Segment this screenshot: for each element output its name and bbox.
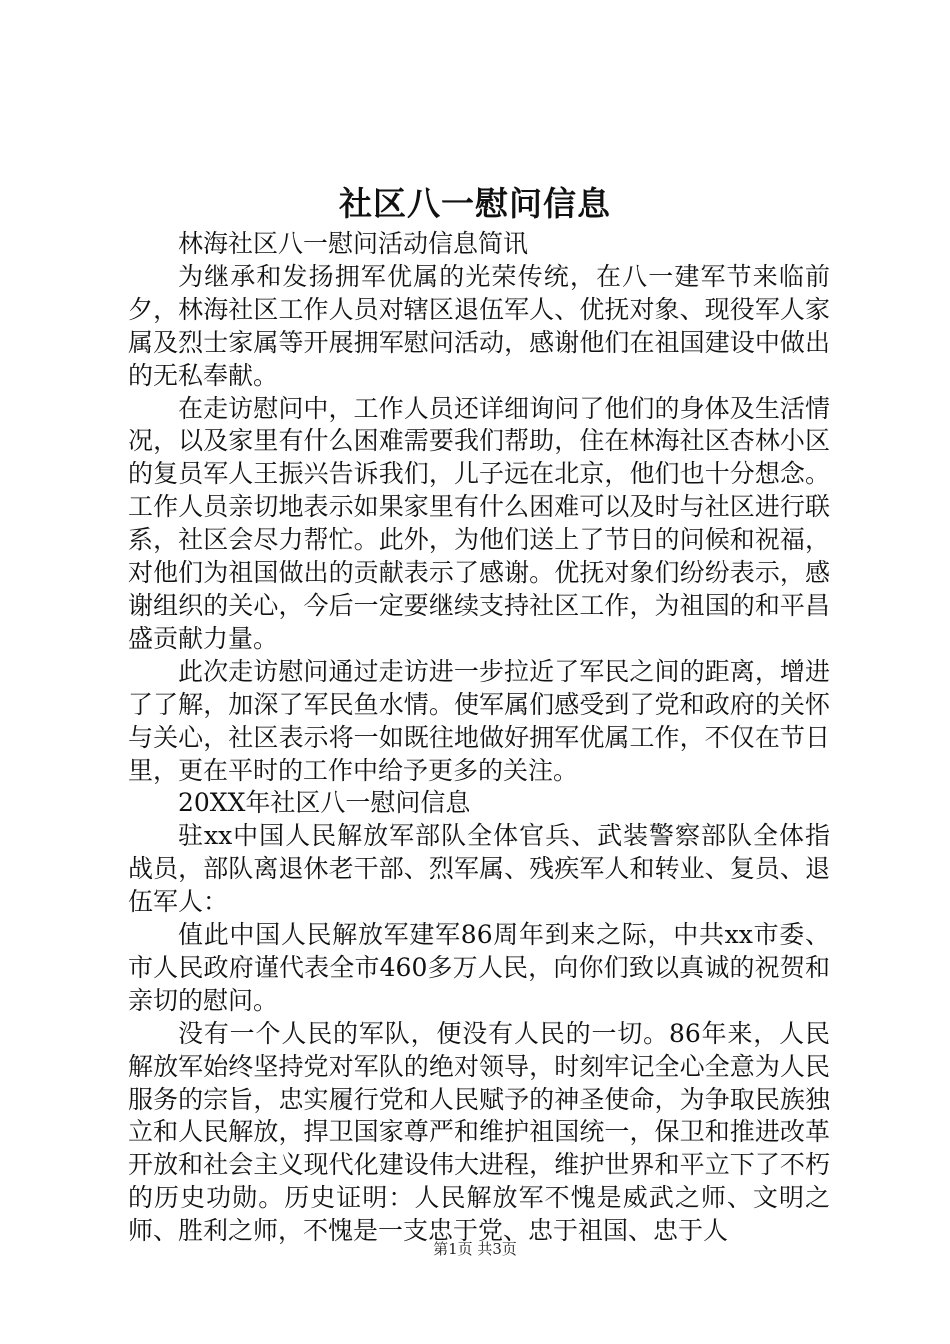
- body-paragraph: 值此中国人民解放军建军86周年到来之际，中共xx市委、市人民政府谨代表全市460多万人民，向你们致以真诚的祝贺和亲切的慰问。: [128, 920, 830, 1015]
- subheading-paragraph: 20XX年社区八一慰问信息: [178, 788, 471, 818]
- page-number-footer: 第1页 共3页: [433, 1240, 517, 1258]
- body-paragraph: 驻xx中国人民解放军部队全体官兵、武装警察部队全体指战员，部队离退休老干部、烈军属、残疾军人和转业、复员、退伍军人：: [128, 821, 830, 917]
- body-paragraph: 在走访慰问中，工作人员还详细询问了他们的身体及生活情况，以及家里有什么困难需要我们帮助，住在林海社区杏林小区的复员军人王振兴告诉我们，儿子远在北京，他们也十分想念。工作人员亲切地表示如果家里有什么困难可以及时与社区进行联系，社区会尽力帮忙。此外，为他们送上了节日的问候和祝福，对他们为祖国做出的贡献表示了感谢。优抚对象们纷纷表示，感谢组织的关心，今后一定要继续支持社区工作，为祖国的和平昌盛贡献力量。: [128, 393, 830, 653]
- document-title: 社区八一慰问信息: [339, 184, 611, 223]
- subheading-paragraph: 林海社区八一慰问活动信息简讯: [178, 229, 529, 258]
- body-paragraph: 为继承和发扬拥军优属的光荣传统，在八一建军节来临前夕，林海社区工作人员对辖区退伍军人、优抚对象、现役军人家属及烈士家属等开展拥军慰问活动，感谢他们在祖国建设中做出的无私奉献。: [128, 261, 830, 390]
- body-paragraph: 没有一个人民的军队，便没有人民的一切。86年来，人民解放军始终坚持党对军队的绝对领导，时刻牢记全心全意为人民服务的宗旨，忠实履行党和人民赋予的神圣使命，为争取民族独立和人民解放，捍卫国家尊严和维护祖国统一，保卫和推进改革开放和社会主义现代化建设伟大进程，维护世界和平立下了不朽的历史功勋。历史证明：人民解放军不愧是威武之师、文明之师、胜利之师，不愧是一支忠于党、忠于祖国、忠于人: [128, 1018, 830, 1246]
- document-body: [128, 228, 830, 1248]
- body-paragraph: 此次走访慰问通过走访进一步拉近了军民之间的距离，增进了了解，加深了军民鱼水情。使军属们感受到了党和政府的关怀与关心，社区表示将一如既往地做好拥军优属工作，不仅在节日里，更在平时的工作中给予更多的关注。: [128, 656, 830, 785]
